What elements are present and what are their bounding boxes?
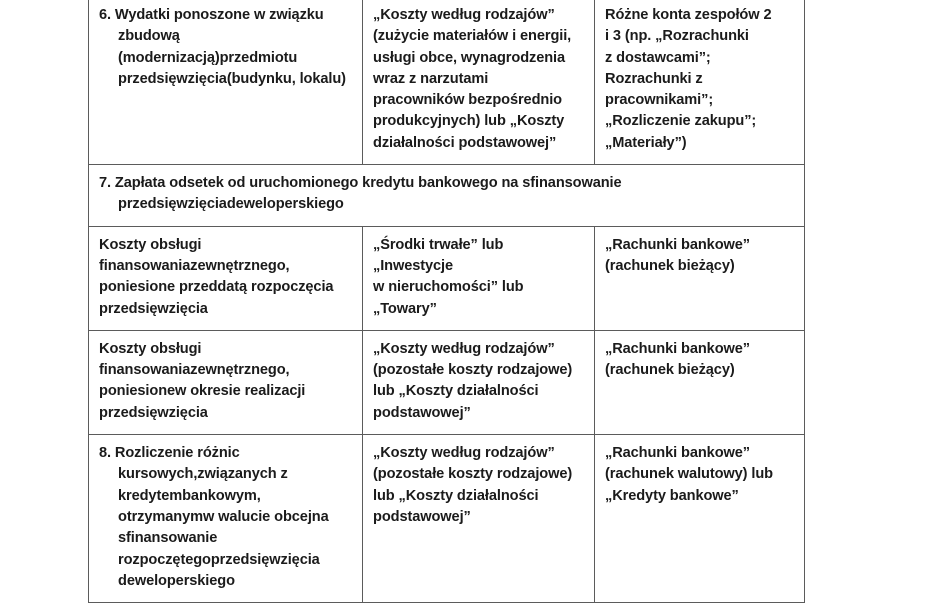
text-line: związanych z kredytem bbox=[118, 466, 288, 504]
text-line: „Inwestycje bbox=[373, 257, 454, 274]
numbered-item bbox=[99, 5, 352, 90]
text-line: „Kredyty bankowe” bbox=[605, 487, 739, 504]
text-line: podstawowej” bbox=[373, 404, 471, 421]
account-list bbox=[373, 235, 584, 320]
text-line: Rozrachunki z bbox=[605, 70, 703, 87]
cell-account-credit bbox=[595, 435, 805, 603]
accounting-entries-table bbox=[88, 0, 805, 603]
cell-section-heading bbox=[89, 165, 805, 227]
text-line: datą rozpoczęcia przedsięwzięcia bbox=[99, 279, 334, 317]
text-line: Koszty obsługi finansowania bbox=[99, 236, 202, 274]
cell-account-debit bbox=[363, 330, 595, 434]
text-line: przedmiotu przedsięwzięcia bbox=[118, 49, 298, 87]
text-line: (rachunek bieżący) bbox=[605, 257, 735, 274]
account-list bbox=[605, 339, 794, 382]
cell-description bbox=[89, 226, 363, 330]
text-line: „Towary” bbox=[373, 300, 437, 317]
text-line: lub „Koszty działalności bbox=[373, 487, 539, 504]
text-line: działalności podstawowej” bbox=[373, 134, 557, 151]
text-line: „Rozliczenie zakupu”; bbox=[605, 113, 757, 130]
text-line: podstawowej” bbox=[373, 508, 471, 525]
text-line: w nieruchomości” lub bbox=[373, 279, 524, 296]
text-line: w walucie obcej bbox=[202, 508, 312, 525]
text-line: i 3 (np. „Rozrachunki bbox=[605, 28, 749, 45]
table-row bbox=[89, 226, 805, 330]
text-line: zewnętrznego, poniesione przed bbox=[99, 257, 290, 296]
description-text bbox=[99, 339, 352, 424]
account-list bbox=[373, 339, 584, 424]
table-row bbox=[89, 435, 805, 603]
text-line: lub „Koszty działalności bbox=[373, 383, 539, 400]
cell-account-credit bbox=[595, 226, 805, 330]
text-line: w okresie realizacji przedsięwzięcia bbox=[99, 383, 306, 421]
account-list bbox=[373, 5, 584, 154]
text-line: bankowym, otrzymanym bbox=[118, 487, 261, 525]
cell-account-debit bbox=[363, 0, 595, 165]
text-line: Koszty obsługi finansowania bbox=[99, 340, 202, 379]
text-line: (rachunek bieżący) bbox=[605, 362, 735, 379]
text-line: „Środki trwałe” lub bbox=[373, 236, 504, 253]
text-line: „Koszty według rodzajów” bbox=[373, 445, 555, 462]
account-list bbox=[605, 235, 794, 278]
text-line: pracownikami”; bbox=[605, 92, 714, 109]
text-line: 8. Rozliczenie różnic kursowych, bbox=[99, 445, 240, 483]
text-line: produkcyjnych) lub „Koszty bbox=[373, 113, 565, 130]
text-line: pracowników bezpośrednio bbox=[373, 92, 562, 109]
text-line: „Rachunki bankowe” bbox=[605, 236, 750, 253]
cell-description bbox=[89, 435, 363, 603]
numbered-item bbox=[99, 173, 794, 216]
table-row bbox=[89, 0, 805, 165]
numbered-item bbox=[99, 443, 352, 592]
cell-description bbox=[89, 330, 363, 434]
text-line: (rachunek walutowy) lub bbox=[605, 466, 773, 483]
text-line: „Rachunki bankowe” bbox=[605, 445, 750, 462]
text-line: 7. Zapłata odsetek od uruchomionego kredytu bankowego na sfinansowanie przedsięwzięcia bbox=[99, 175, 622, 213]
text-line: zewnętrznego, poniesione bbox=[99, 362, 290, 400]
table-body bbox=[89, 0, 805, 603]
account-list bbox=[373, 443, 584, 528]
table-container bbox=[88, 0, 804, 603]
cell-account-credit bbox=[595, 330, 805, 434]
text-line: „Koszty według rodzajów” bbox=[373, 7, 555, 23]
text-line: (budynku, lokalu) bbox=[226, 70, 346, 87]
text-line: na sfinansowanie rozpoczętego bbox=[118, 508, 329, 568]
text-line: budową (modernizacją) bbox=[118, 28, 220, 66]
text-line: 6. Wydatki ponoszone w związku z bbox=[99, 7, 324, 45]
account-list bbox=[605, 5, 794, 154]
text-line: usługi obce, wynagrodzenia bbox=[373, 49, 566, 66]
account-list bbox=[605, 443, 794, 507]
text-line: „Materiały”) bbox=[605, 134, 687, 151]
text-line: przedsięwzięcia deweloperskiego bbox=[118, 551, 320, 589]
cell-account-credit bbox=[595, 0, 805, 165]
table-row bbox=[89, 330, 805, 434]
text-line: deweloperskiego bbox=[226, 196, 344, 213]
text-line: wraz z narzutami bbox=[373, 70, 489, 87]
text-line: „Koszty według rodzajów” bbox=[373, 340, 555, 357]
cell-account-debit bbox=[363, 435, 595, 603]
text-line: z dostawcami”; bbox=[605, 49, 711, 66]
table-row-heading bbox=[89, 165, 805, 227]
text-line: Różne konta zespołów 2 bbox=[605, 7, 772, 23]
text-line: (zużycie materiałów i energii, bbox=[373, 28, 572, 45]
text-line: (pozostałe koszty rodzajowe) bbox=[373, 466, 573, 483]
text-line: „Rachunki bankowe” bbox=[605, 340, 750, 357]
cell-description bbox=[89, 0, 363, 165]
text-line: (pozostałe koszty rodzajowe) bbox=[373, 362, 573, 379]
cell-account-debit bbox=[363, 226, 595, 330]
description-text bbox=[99, 235, 352, 320]
